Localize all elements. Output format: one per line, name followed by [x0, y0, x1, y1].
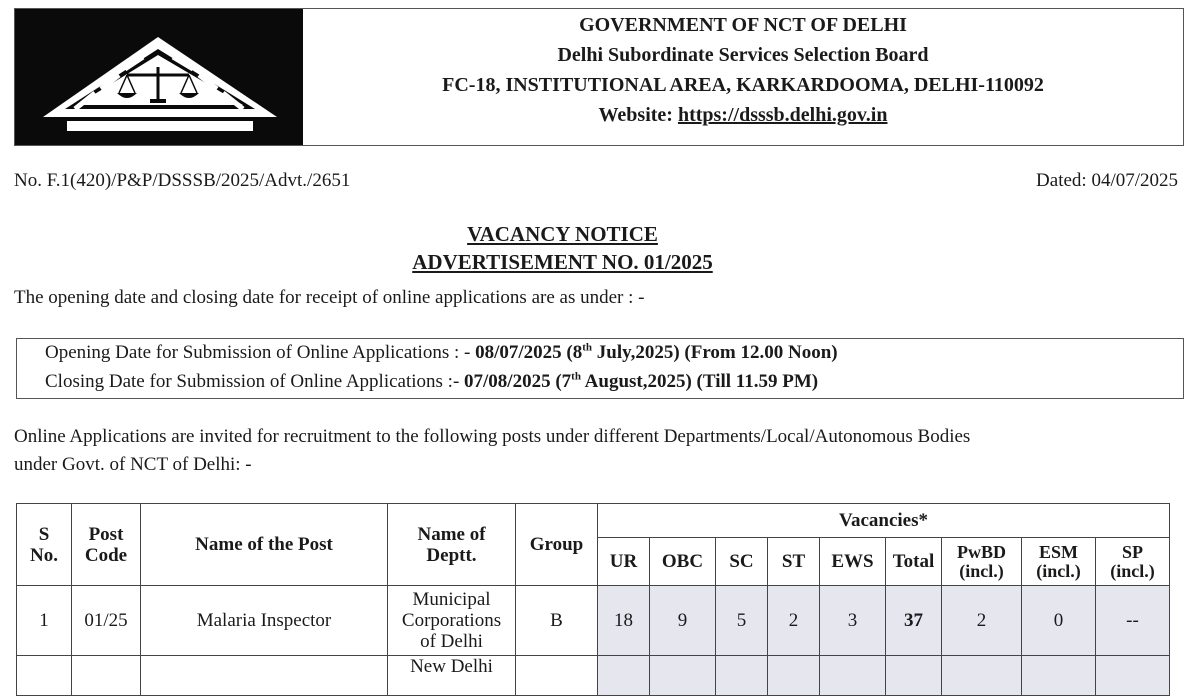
dates-intro-text: The opening date and closing date for receipt of online applications are as under : -	[14, 287, 645, 308]
obc-cell	[650, 656, 716, 696]
sc-cell	[716, 656, 768, 696]
board-name: Delhi Subordinate Services Selection Board	[557, 44, 929, 66]
obc-cell: 9	[650, 586, 716, 656]
st-cell	[768, 656, 820, 696]
pwbd-cell: 2	[942, 586, 1022, 656]
total-cell	[886, 656, 942, 696]
esm-cell: 0	[1022, 586, 1096, 656]
post-code-cell: 01/25	[72, 586, 141, 656]
invite-text-line-1: Online Applications are invited for recruitment to the following posts under different Departments/Local/Autonomous Bodies	[14, 426, 971, 447]
letterhead-text	[303, 9, 1183, 130]
sc-cell: 5	[716, 586, 768, 656]
st-header: ST	[768, 538, 820, 586]
opening-date-value: 08/07/2025 (8th July,2025) (From 12.00 Noon)	[475, 341, 838, 363]
s-no-cell: 1	[17, 586, 72, 656]
group-cell: B	[516, 586, 598, 656]
sp-header: SP (incl.)	[1096, 538, 1170, 586]
advertisement-number: ADVERTISEMENT NO. 01/2025	[412, 250, 713, 274]
pwbd-header: PwBD (incl.)	[942, 538, 1022, 586]
ur-header: UR	[598, 538, 650, 586]
reference-number: No. F.1(420)/P&P/DSSSB/2025/Advt./2651	[14, 170, 351, 191]
ews-cell	[820, 656, 886, 696]
letterhead	[14, 8, 1184, 146]
esm-header: ESM (incl.)	[1022, 538, 1096, 586]
post-code-header: Post Code	[72, 504, 141, 586]
notice-date: Dated: 04/07/2025	[1036, 170, 1178, 191]
post-name-cell: Malaria Inspector	[141, 586, 388, 656]
pwbd-cell	[942, 656, 1022, 696]
post-name-cell	[141, 656, 388, 696]
vacancies-header: Vacancies*	[598, 504, 1170, 538]
opening-date-label: Opening Date for Submission of Online Applications : -	[45, 342, 476, 363]
sc-header: SC	[716, 538, 768, 586]
closing-date-row	[45, 371, 818, 393]
invite-text-line-2: under Govt. of NCT of Delhi: -	[14, 454, 252, 475]
ews-header: EWS	[820, 538, 886, 586]
opening-date-row	[45, 342, 838, 364]
board-address: FC-18, INSTITUTIONAL AREA, KARKARDOOMA, DELHI-110092	[442, 74, 1044, 96]
department-cell: New Delhi	[388, 656, 516, 696]
group-cell	[516, 656, 598, 696]
total-cell: 37	[886, 586, 942, 656]
post-code-cell	[72, 656, 141, 696]
group-header: Group	[516, 504, 598, 586]
government-title: GOVERNMENT OF NCT OF DELHI	[579, 14, 907, 36]
ur-cell: 18	[598, 586, 650, 656]
sp-cell: --	[1096, 586, 1170, 656]
table-header-row-1	[17, 504, 1170, 538]
closing-date-label: Closing Date for Submission of Online Applications :-	[45, 371, 465, 392]
closing-date-value: 07/08/2025 (7th August,2025) (Till 11.59 PM)	[464, 370, 819, 392]
department-cell: Municipal Corporations of Delhi	[388, 586, 516, 656]
notice-title: VACANCY NOTICE	[467, 222, 658, 246]
scales-of-justice-emblem-icon	[15, 9, 303, 145]
website-link[interactable]: https://dsssb.delhi.gov.in	[677, 104, 888, 126]
sp-cell	[1096, 656, 1170, 696]
ews-cell: 3	[820, 586, 886, 656]
website-line	[303, 100, 1183, 130]
ur-cell	[598, 656, 650, 696]
s-no-cell	[17, 656, 72, 696]
total-header: Total	[886, 538, 942, 586]
website-label: Website:	[598, 104, 673, 126]
st-cell: 2	[768, 586, 820, 656]
vacancy-table	[16, 503, 1170, 696]
table-row	[17, 656, 1170, 696]
esm-cell	[1022, 656, 1096, 696]
post-name-header: Name of the Post	[141, 504, 388, 586]
obc-header: OBC	[650, 538, 716, 586]
dsssb-logo	[15, 9, 303, 145]
application-dates-box	[16, 338, 1184, 399]
department-header: Name of Deptt.	[388, 504, 516, 586]
s-no-header: S No.	[17, 504, 72, 586]
table-row	[17, 586, 1170, 656]
